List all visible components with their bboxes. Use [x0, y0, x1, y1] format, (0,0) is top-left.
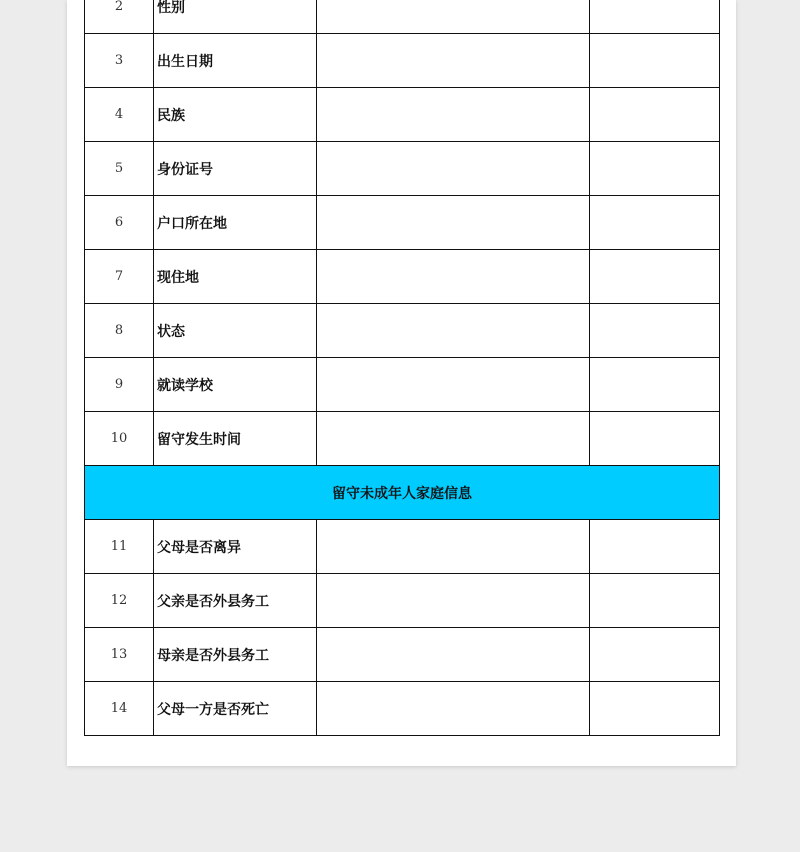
table-row	[85, 628, 720, 682]
row-label: 性别	[154, 0, 317, 34]
value-cell[interactable]	[317, 142, 590, 196]
table-row	[85, 682, 720, 736]
row-number: 3	[85, 34, 154, 88]
row-label: 父母是否离异	[154, 520, 317, 574]
row-number: 5	[85, 142, 154, 196]
table-row	[85, 358, 720, 412]
row-number: 2	[85, 0, 154, 34]
row-label: 户口所在地	[154, 196, 317, 250]
note-cell[interactable]	[590, 0, 720, 34]
value-cell[interactable]	[317, 628, 590, 682]
value-cell[interactable]	[317, 304, 590, 358]
note-cell[interactable]	[590, 142, 720, 196]
value-cell[interactable]	[317, 250, 590, 304]
row-number: 9	[85, 358, 154, 412]
row-number: 12	[85, 574, 154, 628]
value-cell[interactable]	[317, 196, 590, 250]
note-cell[interactable]	[590, 304, 720, 358]
value-cell[interactable]	[317, 574, 590, 628]
value-cell[interactable]	[317, 34, 590, 88]
note-cell[interactable]	[590, 682, 720, 736]
row-number: 13	[85, 628, 154, 682]
row-label: 父亲是否外县务工	[154, 574, 317, 628]
row-number: 8	[85, 304, 154, 358]
section-row	[85, 466, 720, 520]
row-number: 6	[85, 196, 154, 250]
row-label: 就读学校	[154, 358, 317, 412]
value-cell[interactable]	[317, 358, 590, 412]
row-number: 7	[85, 250, 154, 304]
table-row	[85, 250, 720, 304]
row-label: 现住地	[154, 250, 317, 304]
row-number: 10	[85, 412, 154, 466]
table-row	[85, 412, 720, 466]
value-cell[interactable]	[317, 88, 590, 142]
row-label: 身份证号	[154, 142, 317, 196]
note-cell[interactable]	[590, 196, 720, 250]
table-row	[85, 520, 720, 574]
note-cell[interactable]	[590, 88, 720, 142]
value-cell[interactable]	[317, 682, 590, 736]
note-cell[interactable]	[590, 250, 720, 304]
document-page	[67, 0, 736, 766]
row-label: 母亲是否外县务工	[154, 628, 317, 682]
row-label: 状态	[154, 304, 317, 358]
info-table	[84, 0, 720, 736]
note-cell[interactable]	[590, 412, 720, 466]
table-row	[85, 304, 720, 358]
value-cell[interactable]	[317, 0, 590, 34]
value-cell[interactable]	[317, 520, 590, 574]
table-row	[85, 88, 720, 142]
table-row	[85, 142, 720, 196]
table-row	[85, 574, 720, 628]
row-number: 11	[85, 520, 154, 574]
row-label: 留守发生时间	[154, 412, 317, 466]
note-cell[interactable]	[590, 520, 720, 574]
note-cell[interactable]	[590, 34, 720, 88]
note-cell[interactable]	[590, 574, 720, 628]
table-row	[85, 196, 720, 250]
table-row	[85, 0, 720, 34]
value-cell[interactable]	[317, 412, 590, 466]
row-label: 出生日期	[154, 34, 317, 88]
row-label: 民族	[154, 88, 317, 142]
section-title: 留守未成年人家庭信息	[85, 466, 720, 520]
row-number: 14	[85, 682, 154, 736]
table-row	[85, 34, 720, 88]
note-cell[interactable]	[590, 358, 720, 412]
note-cell[interactable]	[590, 628, 720, 682]
row-label: 父母一方是否死亡	[154, 682, 317, 736]
row-number: 4	[85, 88, 154, 142]
